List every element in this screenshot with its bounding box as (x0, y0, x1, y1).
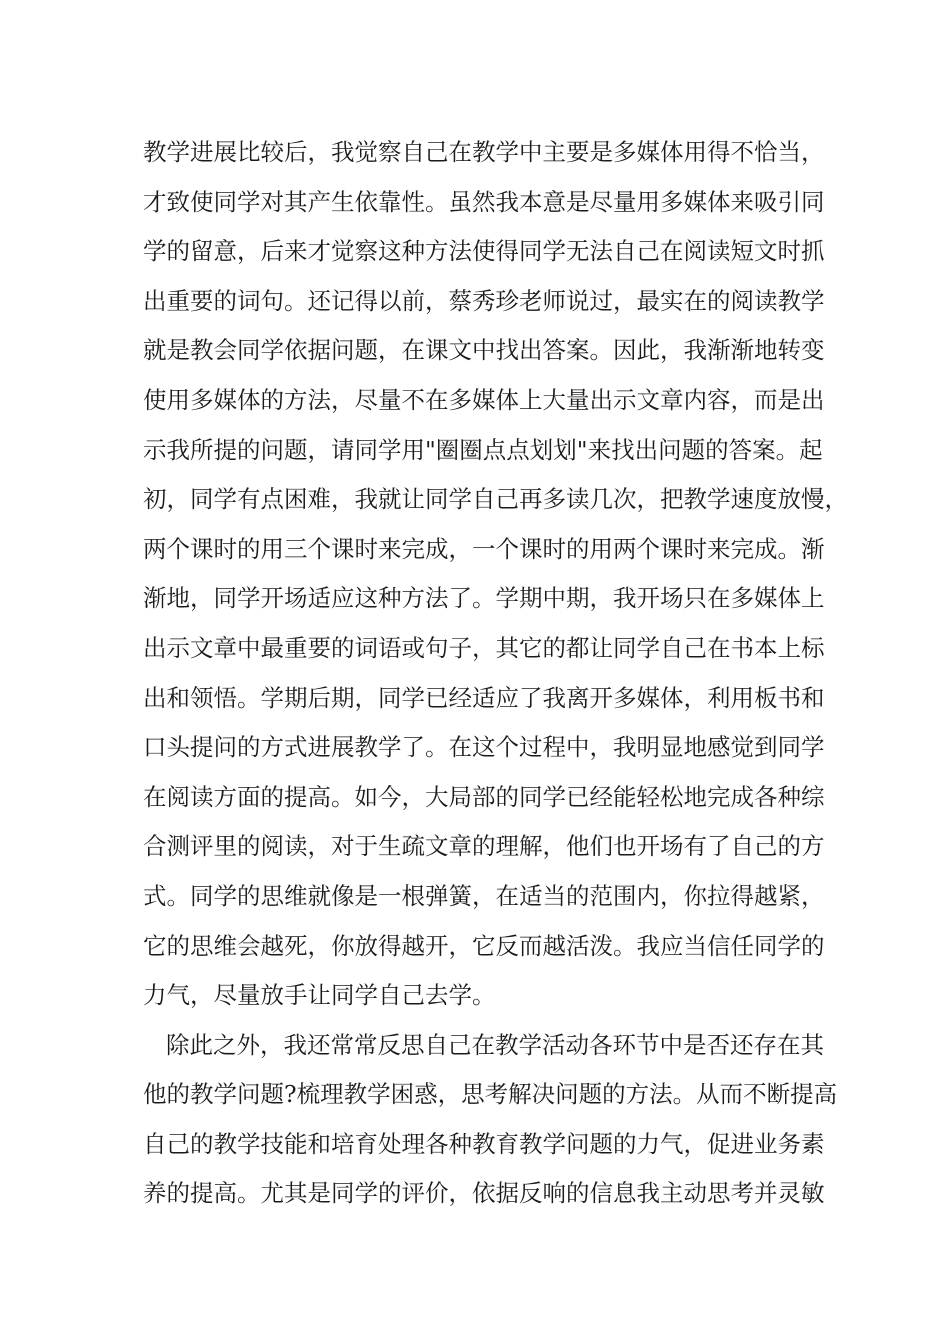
paragraph-start-line: 除此之外，我还常常反思自己在教学活动各环节中是否还存在其 (166, 1030, 824, 1059)
text-line: 口头提问的方式进展教学了。在这个过程中，我明显地感觉到同学 (143, 733, 825, 762)
text-line: 养的提高。尤其是同学的评价，依据反响的信息我主动思考并灵敏 (143, 1179, 825, 1208)
text-line: 两个课时的用三个课时来完成，一个课时的用两个课时来完成。渐 (143, 534, 825, 563)
text-line: 在阅读方面的提高。如今，大局部的同学已经能轻松地完成各种综 (143, 782, 825, 811)
text-line: 他的教学问题?梳理教学困惑，思考解决问题的方法。从而不断提高 (143, 1080, 838, 1109)
text-line: 式。同学的思维就像是一根弹簧，在适当的范围内，你拉得越紧， (143, 881, 825, 910)
text-line: 它的思维会越死，你放得越开，它反而越活泼。我应当信任同学的 (143, 931, 825, 960)
text-line: 自己的教学技能和培育处理各种教育教学问题的力气，促进业务素 (143, 1129, 825, 1158)
text-line: 出重要的词句。还记得以前，蔡秀珍老师说过，最实在的阅读教学 (143, 286, 825, 315)
text-line: 出和领悟。学期后期，同学已经适应了我离开多媒体，利用板书和 (143, 683, 825, 712)
text-line: 力气，尽量放手让同学自己去学。 (143, 981, 496, 1010)
text-line: 初，同学有点困难，我就让同学自己再多读几次，把教学速度放慢， (143, 485, 848, 514)
text-line: 示我所提的问题，请同学用"圈圈点点划划"来找出问题的答案。起 (143, 435, 823, 464)
text-line: 学的留意，后来才觉察这种方法使得同学无法自己在阅读短文时抓 (143, 237, 825, 266)
text-line: 教学进展比较后，我觉察自己在教学中主要是多媒体用得不恰当， (143, 138, 825, 166)
text-line: 出示文章中最重要的词语或句子，其它的都让同学自己在书本上标 (143, 633, 825, 662)
text-line: 合测评里的阅读，对于生疏文章的理解，他们也开场有了自己的方 (143, 832, 825, 861)
text-line: 渐地，同学开场适应这种方法了。学期中期，我开场只在多媒体上 (143, 584, 825, 613)
text-line: 使用多媒体的方法，尽量不在多媒体上大量出示文章内容，而是出 (143, 385, 825, 414)
text-line: 才致使同学对其产生依靠性。虽然我本意是尽量用多媒体来吸引同 (143, 187, 825, 216)
text-line: 就是教会同学依据问题，在课文中找出答案。因此，我渐渐地转变 (143, 336, 825, 365)
body-text (143, 128, 848, 1219)
